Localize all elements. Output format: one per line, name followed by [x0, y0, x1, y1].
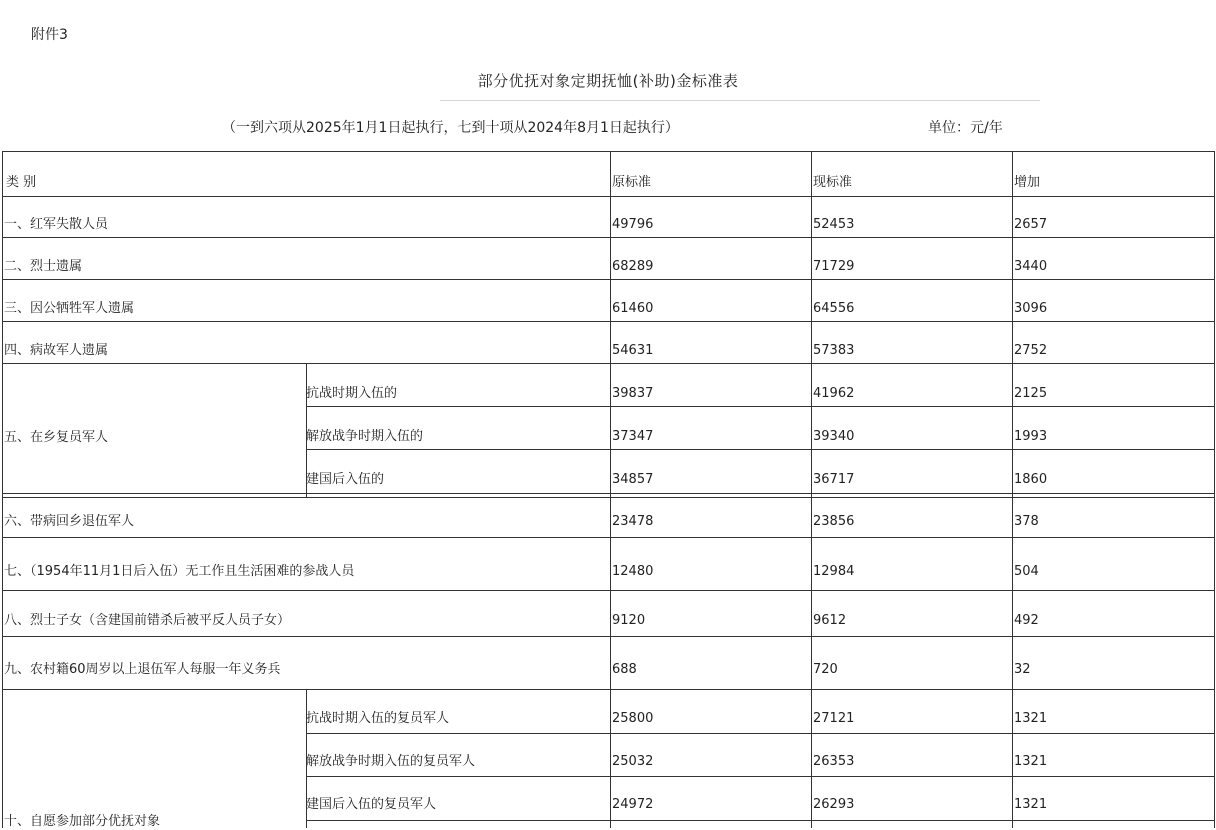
row1-category: 一、红军失散人员 [4, 217, 109, 232]
row5-category: 五、在乡复员军人 [4, 430, 109, 445]
row10c-new: 26293 [813, 797, 855, 812]
row7-new: 12984 [813, 564, 855, 579]
row9-category: 九、农村籍60周岁以上退伍军人每服一年义务兵 [4, 662, 281, 677]
row9-old: 688 [612, 662, 637, 677]
table-rule-h [2, 321, 1214, 322]
row10a-subcategory: 抗战时期入伍的复员军人 [306, 711, 450, 726]
row5c-increase: 1860 [1014, 472, 1048, 487]
row8-new: 9612 [813, 613, 847, 628]
row5b-subcategory: 解放战争时期入伍的 [306, 429, 424, 444]
row6-new: 23856 [813, 514, 855, 529]
row3-old: 61460 [612, 301, 654, 316]
table-rule-v [2, 151, 3, 828]
row4-new: 57383 [813, 343, 855, 358]
unit-label: 单位：元/年 [928, 120, 1003, 136]
row4-old: 54631 [612, 343, 654, 358]
table-rule-h [2, 497, 1214, 498]
row5c-subcategory: 建国后入伍的 [306, 472, 385, 487]
row5b-increase: 1993 [1014, 429, 1048, 444]
table-rule-h [2, 537, 1214, 538]
table-rule-v [1012, 151, 1013, 828]
row10b-increase: 1321 [1014, 754, 1048, 769]
table-rule-h [2, 493, 1214, 494]
row1-old: 49796 [612, 217, 654, 232]
row5a-increase: 2125 [1014, 386, 1048, 401]
row10a-new: 27121 [813, 711, 855, 726]
table-rule-v [1214, 151, 1215, 828]
row2-increase: 3440 [1014, 259, 1048, 274]
header-increase: 增加 [1014, 175, 1041, 190]
row10c-subcategory: 建国后入伍的复员军人 [306, 797, 437, 812]
table-rule-h [306, 449, 1214, 450]
row2-category: 二、烈士遗属 [4, 259, 83, 274]
table-rule-h [306, 406, 1214, 407]
row7-increase: 504 [1014, 564, 1039, 579]
row3-category: 三、因公牺牲军人遗属 [4, 301, 135, 316]
row10a-old: 25800 [612, 711, 654, 726]
table-rule-h [2, 151, 1214, 152]
row4-category: 四、病故军人遗属 [4, 343, 109, 358]
table-rule-h [306, 733, 1214, 734]
row5c-old: 34857 [612, 472, 654, 487]
execution-note: （一到六项从2025年1月1日起执行，七到十项从2024年8月1日起执行） [222, 120, 679, 136]
document-title: 部分优抚对象定期抚恤(补助)金标准表 [477, 72, 739, 90]
header-new-standard: 现标准 [813, 175, 853, 190]
table-rule-h [2, 590, 1214, 591]
header-category: 类 别 [6, 175, 37, 190]
row6-old: 23478 [612, 514, 654, 529]
table-rule-h [2, 237, 1214, 238]
table-rule-h [306, 776, 1214, 777]
title-underline [440, 100, 1040, 101]
table-rule-h [2, 279, 1214, 280]
row8-increase: 492 [1014, 613, 1039, 628]
row4-increase: 2752 [1014, 343, 1048, 358]
table-rule-h [2, 636, 1214, 637]
row6-category: 六、带病回乡退伍军人 [4, 514, 135, 529]
row10-category: 十、自愿参加部分优抚对象 [4, 814, 161, 829]
header-old-standard: 原标准 [612, 175, 652, 190]
row5a-old: 39837 [612, 386, 654, 401]
row1-increase: 2657 [1014, 217, 1048, 232]
attachment-label: 附件3 [31, 27, 68, 43]
row10c-old: 24972 [612, 797, 654, 812]
row8-category: 八、烈士子女（含建国前错杀后被平反人员子女） [4, 613, 291, 628]
row10b-new: 26353 [813, 754, 855, 769]
table-rule-h [2, 363, 1214, 364]
row9-new: 720 [813, 662, 838, 677]
row10b-subcategory: 解放战争时期入伍的复员军人 [306, 754, 476, 769]
table-rule-v [610, 151, 611, 828]
row7-category: 七、（1954年11月1日后入伍）无工作且生活困难的参战人员 [4, 564, 355, 579]
row10c-increase: 1321 [1014, 797, 1048, 812]
row3-new: 64556 [813, 301, 855, 316]
row6-increase: 378 [1014, 514, 1039, 529]
row10a-increase: 1321 [1014, 711, 1048, 726]
row1-new: 52453 [813, 217, 855, 232]
row9-increase: 32 [1014, 662, 1031, 677]
table-rule-h [306, 820, 1214, 821]
row3-increase: 3096 [1014, 301, 1048, 316]
row8-old: 9120 [612, 613, 646, 628]
row10b-old: 25032 [612, 754, 654, 769]
table-rule-h [2, 689, 1214, 690]
row5c-new: 36717 [813, 472, 855, 487]
table-rule-h [2, 196, 1214, 197]
row5a-new: 41962 [813, 386, 855, 401]
row2-new: 71729 [813, 259, 855, 274]
row5a-subcategory: 抗战时期入伍的 [306, 386, 398, 401]
row5b-new: 39340 [813, 429, 855, 444]
row5b-old: 37347 [612, 429, 654, 444]
table-rule-v [811, 151, 812, 828]
row7-old: 12480 [612, 564, 654, 579]
row2-old: 68289 [612, 259, 654, 274]
